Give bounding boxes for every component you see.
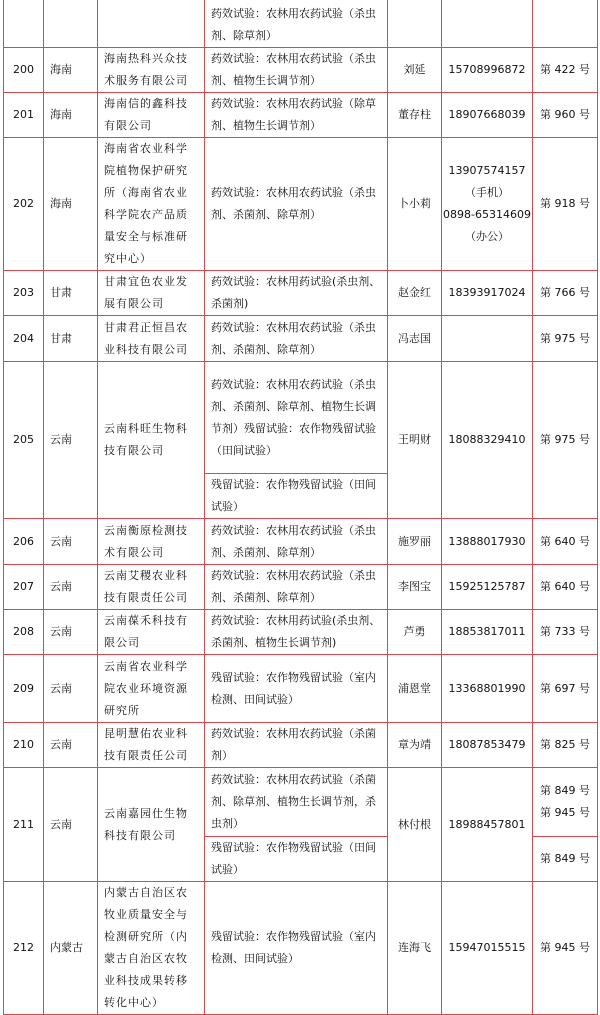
table-row xyxy=(4,610,598,655)
cell-scope: 残留试验：农作物残留试验（室内检测、田间试验） xyxy=(205,655,388,723)
cell-scope: 药效试验：农林用农药试验（杀虫剂、杀菌剂、除草剂、植物生长调节剂）残留试验：农作物残留试验（田间试验） xyxy=(205,362,388,474)
cell-org xyxy=(98,0,205,48)
cell-no: 206 xyxy=(4,519,44,565)
table-row xyxy=(4,362,598,474)
cell-no xyxy=(4,0,44,48)
cell-doc: 第 960 号 xyxy=(533,93,598,138)
cell-doc: 第 945 号 xyxy=(533,882,598,1015)
cell-doc: 第 918 号 xyxy=(533,138,598,271)
cell-scope: 药效试验：农林用农药试验（杀菌剂、除草剂、植物生长调节剂，杀虫剂） xyxy=(205,768,388,837)
cell-scope: 药效试验：农林用农药试验（杀菌剂） xyxy=(205,723,388,768)
table-row xyxy=(4,655,598,723)
doc-number: 第 849 号 xyxy=(540,784,590,797)
cell-org: 甘肃宜色农业发展有限公司 xyxy=(98,271,205,316)
table-row xyxy=(4,565,598,610)
cell-org: 云南艾稷农业科技有限责任公司 xyxy=(98,565,205,610)
cell-province: 云南 xyxy=(44,362,98,519)
cell-province: 云南 xyxy=(44,565,98,610)
cell-phone: 18393917024 xyxy=(442,271,533,316)
cell-phone: 15708996872 xyxy=(442,48,533,93)
cell-contact: 赵金红 xyxy=(388,271,442,316)
cell-contact: 芦勇 xyxy=(388,610,442,655)
cell-scope: 药效试验：农林用农药试验（杀虫剂、杀菌剂、除草剂） xyxy=(205,565,388,610)
cell-phone: 13888017930 xyxy=(442,519,533,565)
cell-scope: 残留试验：农作物残留试验（田间试验） xyxy=(205,474,388,519)
table-row xyxy=(4,723,598,768)
cell-doc: 第 975 号 xyxy=(533,362,598,519)
cell-org: 内蒙古自治区农牧业质量安全与检测研究所（内蒙古自治区农牧业科技成果转移转化中心） xyxy=(98,882,205,1015)
cell-doc: 第 849 号 xyxy=(533,837,598,882)
cell-province: 云南 xyxy=(44,655,98,723)
cell-scope: 药效试验：农林用农药试验（杀虫剂、杀菌剂、除草剂） xyxy=(205,138,388,271)
table-row xyxy=(4,48,598,93)
table-row xyxy=(4,138,598,271)
phone-mobile-label: （手机） xyxy=(465,186,509,199)
cell-contact: 李图宝 xyxy=(388,565,442,610)
cell-org: 云南嘉园仕生物科技有限公司 xyxy=(98,768,205,882)
cell-phone: 18907668039 xyxy=(442,93,533,138)
cell-no: 205 xyxy=(4,362,44,519)
cell-scope: 残留试验：农作物残留试验（室内检测、田间试验） xyxy=(205,882,388,1015)
cell-doc: 第 825 号 xyxy=(533,723,598,768)
cell-phone: 18087853479 xyxy=(442,723,533,768)
cell-no: 209 xyxy=(4,655,44,723)
cell-contact: 浦恩堂 xyxy=(388,655,442,723)
cell-org: 海南信的鑫科技有限公司 xyxy=(98,93,205,138)
phone-office: 0898-65314609 xyxy=(443,208,531,221)
cell-province: 云南 xyxy=(44,519,98,565)
cell-phone xyxy=(442,0,533,48)
cell-org: 甘肃君正恒昌农业科技有限公司 xyxy=(98,316,205,362)
cell-province: 甘肃 xyxy=(44,271,98,316)
phone-mobile: 13907574157 xyxy=(448,164,526,177)
cell-scope: 药效试验：农林用药试验(杀虫剂、杀菌剂) xyxy=(205,271,388,316)
doc-number: 第 945 号 xyxy=(540,806,590,819)
cell-scope: 药效试验：农林用农药试验（杀虫剂、杀菌剂、除草剂） xyxy=(205,316,388,362)
cell-contact: 王明财 xyxy=(388,362,442,519)
phone-office-label: （办公） xyxy=(465,230,509,243)
cell-contact: 章为靖 xyxy=(388,723,442,768)
cell-no: 208 xyxy=(4,610,44,655)
cell-no: 204 xyxy=(4,316,44,362)
table-row xyxy=(4,271,598,316)
cell-province: 云南 xyxy=(44,610,98,655)
cell-org: 昆明慧佑农业科技有限责任公司 xyxy=(98,723,205,768)
cell-org: 云南葆禾科技有限公司 xyxy=(98,610,205,655)
cell-phone xyxy=(442,316,533,362)
cell-no: 203 xyxy=(4,271,44,316)
cell-contact: 刘延 xyxy=(388,48,442,93)
table-row xyxy=(4,882,598,1015)
cell-no: 200 xyxy=(4,48,44,93)
cell-doc: 第 975 号 xyxy=(533,316,598,362)
cell-contact: 林付根 xyxy=(388,768,442,882)
cell-no: 207 xyxy=(4,565,44,610)
cell-contact: 卜小莉 xyxy=(388,138,442,271)
cell-contact: 董存柱 xyxy=(388,93,442,138)
cell-phone: 18988457801 xyxy=(442,768,533,882)
table-row xyxy=(4,93,598,138)
cell-province: 云南 xyxy=(44,723,98,768)
cell-no: 212 xyxy=(4,882,44,1015)
cell-org: 海南热科兴众技术服务有限公司 xyxy=(98,48,205,93)
cell-scope: 药效试验：农林用农药试验（除草剂、植物生长调节剂） xyxy=(205,93,388,138)
cell-doc: 第 766 号 xyxy=(533,271,598,316)
institution-table xyxy=(3,0,598,1015)
table-row xyxy=(4,519,598,565)
cell-org: 云南科旺生物科技有限公司 xyxy=(98,362,205,519)
table-row xyxy=(4,768,598,837)
cell-doc: 第 422 号 xyxy=(533,48,598,93)
cell-province: 海南 xyxy=(44,93,98,138)
cell-org: 云南衡原检测技术有限公司 xyxy=(98,519,205,565)
cell-province: 海南 xyxy=(44,48,98,93)
cell-no: 202 xyxy=(4,138,44,271)
cell-phone: 15947015515 xyxy=(442,882,533,1015)
cell-phone: 13368801990 xyxy=(442,655,533,723)
cell-contact xyxy=(388,0,442,48)
cell-doc xyxy=(533,0,598,48)
cell-scope: 残留试验：农作物残留试验（田间试验） xyxy=(205,837,388,882)
cell-province: 云南 xyxy=(44,768,98,882)
cell-doc: 第 697 号 xyxy=(533,655,598,723)
cell-scope: 药效试验：农林用农药试验（杀虫剂、植物生长调节剂） xyxy=(205,48,388,93)
cell-contact: 冯志国 xyxy=(388,316,442,362)
cell-doc: 第 640 号 xyxy=(533,565,598,610)
cell-phone: 18853817011 xyxy=(442,610,533,655)
cell-phone xyxy=(442,138,533,271)
cell-scope: 药效试验：农林用农药试验（杀虫剂、杀菌剂、除草剂） xyxy=(205,519,388,565)
cell-doc xyxy=(533,768,598,837)
table-row-continuation xyxy=(4,0,598,48)
cell-scope: 药效试验：农林用农药试验（杀虫剂、除草剂） xyxy=(205,0,388,48)
cell-province: 海南 xyxy=(44,138,98,271)
cell-no: 211 xyxy=(4,768,44,882)
cell-scope: 药效试验：农林用药试验(杀虫剂、杀菌剂、植物生长调节剂) xyxy=(205,610,388,655)
cell-org: 海南省农业科学院植物保护研究所（海南省农业科学院农产品质量安全与标准研究中心） xyxy=(98,138,205,271)
cell-doc: 第 733 号 xyxy=(533,610,598,655)
cell-phone: 18088329410 xyxy=(442,362,533,519)
cell-province: 内蒙古 xyxy=(44,882,98,1015)
cell-province: 甘肃 xyxy=(44,316,98,362)
cell-doc: 第 640 号 xyxy=(533,519,598,565)
cell-phone: 15925125787 xyxy=(442,565,533,610)
cell-org: 云南省农业科学院农业环境资源研究所 xyxy=(98,655,205,723)
cell-contact: 施罗丽 xyxy=(388,519,442,565)
cell-no: 201 xyxy=(4,93,44,138)
cell-province xyxy=(44,0,98,48)
cell-contact: 连海飞 xyxy=(388,882,442,1015)
cell-no: 210 xyxy=(4,723,44,768)
table-row xyxy=(4,316,598,362)
